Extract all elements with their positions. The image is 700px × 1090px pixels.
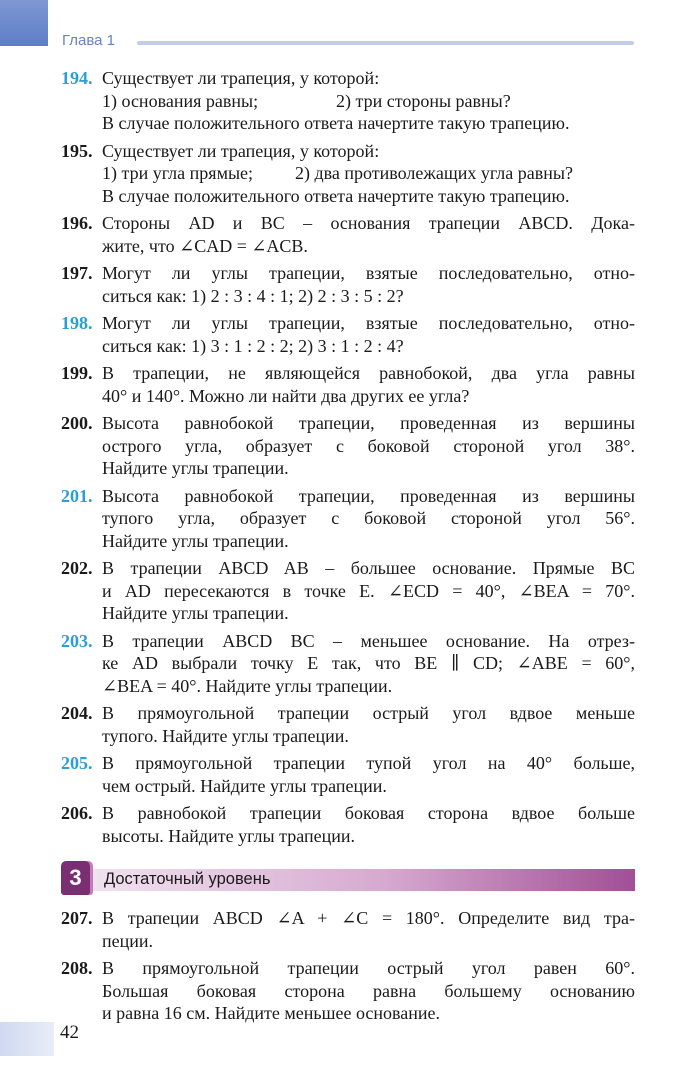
task-subitem: 1) три угла прямые; [102,163,254,183]
task-subitems [102,162,635,185]
task-line: ке AD выбрали точку E так, что BE ∥ CD; ∠ABE = 60°, [102,653,635,673]
task-line: В трапеции ABCD AB – большее основание. Прямые BC [102,558,635,578]
task-subitem: 2) два противолежащих угла равны? [295,163,573,183]
task-number: 203. [61,630,93,651]
task-subitems [102,90,635,113]
task-line: Высота равнобокой трапеции, проведенная из вершины [102,413,635,433]
task-item [61,702,635,747]
task-text [102,557,635,625]
task-item [61,907,635,952]
task-number: 198. [61,313,93,333]
page-number: 42 [60,1022,79,1043]
task-line: Могут ли углы трапеции, взятые последовательно, отно- [102,313,635,333]
task-number: 199. [61,363,93,383]
task-line: Найдите углы трапеции. [102,530,289,551]
task-line: и равна 16 см. Найдите меньшее основание. [102,1003,441,1023]
level-title: Достаточный уровень [104,870,271,888]
task-number: 195. [61,140,93,161]
task-item [61,262,635,307]
task-line: тупого. Найдите углы трапеции. [102,725,349,746]
task-line: высоты. Найдите углы трапеции. [102,825,355,846]
task-line: Найдите углы трапеции. [102,603,289,623]
task-text [102,312,635,357]
task-line: В трапеции ABCD BC – меньшее основание. На отрез- [102,630,635,651]
task-list-sufficient [61,907,635,1025]
task-line: ∠BEA = 40°. Найдите углы трапеции. [102,675,393,696]
page-footer-block [0,1022,54,1056]
task-item [61,557,635,625]
task-text [102,630,635,698]
task-line: ситься как: 1) 3 : 1 : 2 : 2; 2) 3 : 1 : 2 : 4? [102,335,404,356]
task-line: и AD пересекаются в точке E. ∠ECD = 40°, ∠BEA = 70°. [102,580,635,601]
task-number: 200. [61,413,93,433]
task-subitem: 1) основания равны; [102,90,259,111]
task-item [61,485,635,553]
task-line: чем острый. Найдите углы трапеции. [102,775,387,796]
task-text [102,957,635,1025]
task-text [102,412,635,480]
level-badge-icon: 3 [61,861,90,895]
task-item [61,412,635,480]
task-line: 40° и 140°. Можно ли найти два других ее угла? [102,385,470,406]
task-text [102,907,635,952]
task-line: В случае положительного ответа начертите такую трапецию. [102,113,570,133]
header-rule [137,41,634,45]
task-line: В прямоугольной трапеции тупой угол на 40° больше, [102,753,635,773]
task-text [102,140,635,208]
task-item [61,630,635,698]
task-number: 206. [61,803,93,823]
task-number: 201. [61,485,93,506]
task-line: Высота равнобокой трапеции, проведенная из вершины [102,485,635,506]
page-content [61,67,635,1030]
task-number: 202. [61,558,93,578]
task-item [61,312,635,357]
task-list-basic [61,67,635,847]
task-item [61,362,635,407]
task-item [61,67,635,135]
task-line: В трапеции, не являющейся равнобокой, два угла равны [102,363,635,383]
task-line: Большая боковая сторона равна большему основанию [102,980,635,1001]
task-item [61,802,635,847]
task-line: Существует ли трапеция, у которой: [102,68,380,88]
task-text [102,362,635,407]
task-line: острого угла, образует с боковой стороной угол 38°. [102,435,635,456]
task-line: жите, что ∠CAD = ∠ACB. [102,235,308,256]
task-line: пеции. [102,930,154,951]
task-subitem: 2) три стороны равны? [336,90,511,111]
task-item [61,140,635,208]
task-text [102,752,635,797]
task-line: В прямоугольной трапеции острый угол вдвое меньше [102,703,635,723]
task-line: Найдите углы трапеции. [102,458,289,478]
task-text [102,262,635,307]
chapter-label: Глава 1 [62,32,116,49]
task-text [102,212,635,257]
level-heading [61,861,635,895]
task-line: В равнобокой трапеции боковая сторона вдвое больше [102,803,635,823]
task-number: 207. [61,908,93,928]
task-line: ситься как: 1) 2 : 3 : 4 : 1; 2) 2 : 3 : 5 : 2? [102,285,404,306]
task-line: тупого угла, образует с боковой стороной угол 56°. [102,508,635,528]
task-number: 205. [61,753,93,773]
task-line: В случае положительного ответа начертите такую трапецию. [102,185,570,206]
task-number: 204. [61,703,93,723]
task-number: 194. [61,68,93,88]
task-text [102,702,635,747]
task-line: Стороны AD и BC – основания трапеции ABCD. Дока- [102,213,635,233]
task-line: В трапеции ABCD ∠A + ∠C = 180°. Определите вид тра- [102,908,635,928]
task-text [102,485,635,553]
task-item [61,752,635,797]
chapter-corner-block [0,0,48,46]
task-item [61,957,635,1025]
task-line: Существует ли трапеция, у которой: [102,140,380,161]
task-text [102,67,635,135]
task-number: 197. [61,263,93,283]
task-line: В прямоугольной трапеции острый угол равен 60°. [102,958,635,978]
task-number: 208. [61,958,93,978]
task-item [61,212,635,257]
task-line: Могут ли углы трапеции, взятые последовательно, отно- [102,263,635,283]
task-text [102,802,635,847]
task-number: 196. [61,213,93,233]
